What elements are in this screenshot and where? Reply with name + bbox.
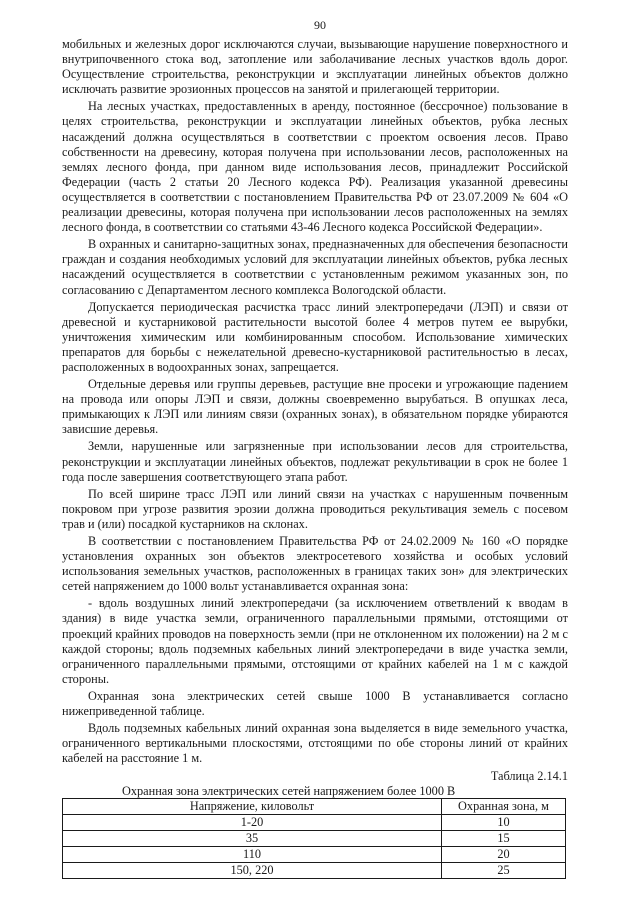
table-body <box>63 815 566 879</box>
paragraph: Вдоль подземных кабельных линий охранная зона выделяется в виде земельного участка, ограниченного вертикальными плоскостями, отстоящими по обе стороны линий от крайних кабелей на расстояние 1 м. <box>62 721 568 766</box>
voltage-cell: 1-20 <box>63 815 442 831</box>
page-number: 90 <box>314 18 326 32</box>
zone-width-cell: 15 <box>442 831 566 847</box>
table-row <box>63 815 566 831</box>
zone-width-cell: 25 <box>442 863 566 879</box>
paragraph: По всей ширине трасс ЛЭП или линий связи на участках с нарушенным почвенным покровом при угрозе развития эрозии должна проводиться рекультивация земель с посевом трав и (или) посадкой кустарников на склонах. <box>62 486 568 531</box>
zone-width-cell: 10 <box>442 815 566 831</box>
table-row <box>63 831 566 847</box>
paragraph-list <box>62 37 568 766</box>
protection-zone-table <box>62 798 566 879</box>
column-header-voltage: Напряжение, киловольт <box>63 799 442 815</box>
paragraph: мобильных и железных дорог исключаются случаи, вызывающие нарушение поверхностного и внутрипочвенного стока вод, затопление или заболачивание лесных участков вдоль дорог. Осуществление строительства, реконструкции и эксплуатации линейных объектов должно исключать развитие эрозионных процессов на занятой и прилегающей территории. <box>62 37 568 97</box>
table-header-row <box>63 799 566 815</box>
paragraph: В охранных и санитарно-защитных зонах, предназначенных для обеспечения безопасности граждан и создания необходимых условий для эксплуатации линейных объектов, рубка лесных насаждений осуществляется в соответствии с установленным режимом указанных зон, по согласованию с Департаментом лесного комплекса Вологодской области. <box>62 237 568 297</box>
table-title: Охранная зона электрических сетей напряжением более 1000 В <box>122 784 456 799</box>
paragraph: Отдельные деревья или группы деревьев, растущие вне просеки и угрожающие падением на провода или опоры ЛЭП и связи, должны своевременно вырубаться. В опушках леса, примыкающих к ЛЭП или линиям связи (охранных зонах), в обязательном порядке убираются зависшие деревья. <box>62 377 568 437</box>
table-row <box>63 863 566 879</box>
voltage-cell: 110 <box>63 847 442 863</box>
voltage-cell: 150, 220 <box>63 863 442 879</box>
paragraph: В соответствии с постановлением Правительства РФ от 24.02.2009 № 160 «О порядке установления охранных зон объектов электросетевого хозяйства и особых условий использования земельных участков, расположенных в границах таких зон» для электрических сетей напряжением до 1000 вольт устанавливается охранная зона: <box>62 534 568 594</box>
voltage-cell: 35 <box>63 831 442 847</box>
paragraph: - вдоль воздушных линий электропередачи (за исключением ответвлений к вводам в здания) в виде участка земли, ограниченного параллельными прямыми, отстоящими от проекций крайних проводов на поверхность земли (при не отклоненном их положении) на 2 м с каждой стороны; вдоль подземных кабельных линий электропередачи в виде участка земли, ограниченного параллельными прямыми, отстоящими от крайних кабелей на 1 м с каждой стороны. <box>62 596 568 686</box>
paragraph: Охранная зона электрических сетей свыше 1000 В устанавливается согласно нижеприведенной таблице. <box>62 688 568 719</box>
paragraph: Земли, нарушенные или загрязненные при использовании лесов для строительства, реконструкции и эксплуатации линейных объектов, подлежат рекультивации в срок не более 1 года после завершения соответствующего этапа работ. <box>62 439 568 484</box>
paragraph: На лесных участках, предоставленных в аренду, постоянное (бессрочное) пользование в целях строительства, реконструкции и эксплуатации линейных объектов, рубка лесных насаждений должна осуществляться в соответствии с проектом освоения лесов. Право собственности на древесину, которая получена при использовании лесов, расположенных на землях лесного фонда, при данном виде использования лесов, принадлежит Российской Федерации (часть 2 статьи 20 Лесного кодекса РФ). Реализация указанной древесины осуществляется в соответствии с постановлением Правительства РФ от 23.07.2009 № 604 «О реализации древесины, которая получена при использовании лесов расположенных на землях лесного фонда, в соответствии со статьями 43-46 Лесного кодекса Российской Федерации». <box>62 99 568 235</box>
document-body <box>62 37 568 879</box>
zone-width-cell: 20 <box>442 847 566 863</box>
table-caption: Таблица 2.14.1 <box>490 769 568 784</box>
table-row <box>63 847 566 863</box>
column-header-zone: Охранная зона, м <box>442 799 566 815</box>
paragraph: Допускается периодическая расчистка трасс линий электропередачи (ЛЭП) и связи от древесной и кустарниковой растительности высотой более 4 метров путем ее вырубки, уничтожения химическим или комбинированным способом. Использование химических препаратов для борьбы с нежелательной древесно-кустарниковой растительностью в лесах, расположенных в водоохранных зонах, запрещается. <box>62 299 568 374</box>
